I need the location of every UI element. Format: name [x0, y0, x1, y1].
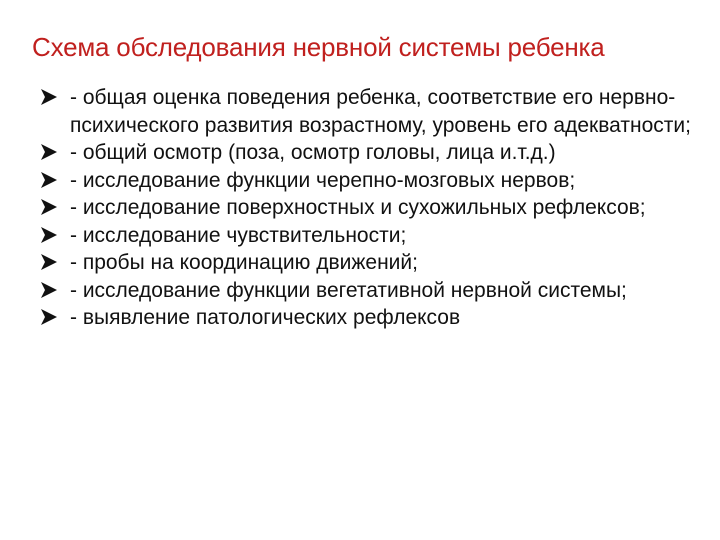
list-item-text: - выявление патологических рефлексов [70, 306, 461, 329]
bullet-list [40, 84, 700, 332]
arrowhead-bullet-icon [40, 277, 66, 299]
arrowhead-bullet-icon [40, 249, 66, 271]
list-item-text: - пробы на координацию движений; [70, 251, 418, 274]
list-item-text: - исследование функции вегетативной нервной системы; [70, 278, 627, 302]
list-item [40, 277, 700, 305]
list-item [40, 84, 700, 139]
list-item [40, 249, 700, 277]
list-item-text: - исследование функции черепно-мозговых нервов; [70, 168, 576, 192]
arrowhead-bullet-icon [40, 194, 66, 216]
list-item-text: - общий осмотр (поза, осмотр головы, лица и.т.д.) [70, 141, 556, 164]
arrowhead-bullet-icon [40, 222, 66, 244]
list-item [40, 222, 700, 250]
slide-title: Схема обследования нервной системы ребенка [32, 32, 605, 62]
list-item [40, 194, 700, 222]
arrowhead-bullet-icon [40, 167, 66, 189]
arrowhead-bullet-icon [40, 304, 66, 326]
arrowhead-bullet-icon [40, 84, 66, 106]
list-item-text: - общая оценка поведения ребенка, соответствие его нервно-психического развития возрастному, уровень его адекватности; [70, 86, 691, 137]
list-item [40, 139, 700, 167]
list-item-text: - исследование поверхностных и сухожильных рефлексов; [70, 196, 646, 219]
list-item [40, 304, 700, 332]
arrowhead-bullet-icon [40, 139, 66, 161]
list-item-text: - исследование чувствительности; [70, 223, 407, 247]
list-item [40, 167, 700, 195]
